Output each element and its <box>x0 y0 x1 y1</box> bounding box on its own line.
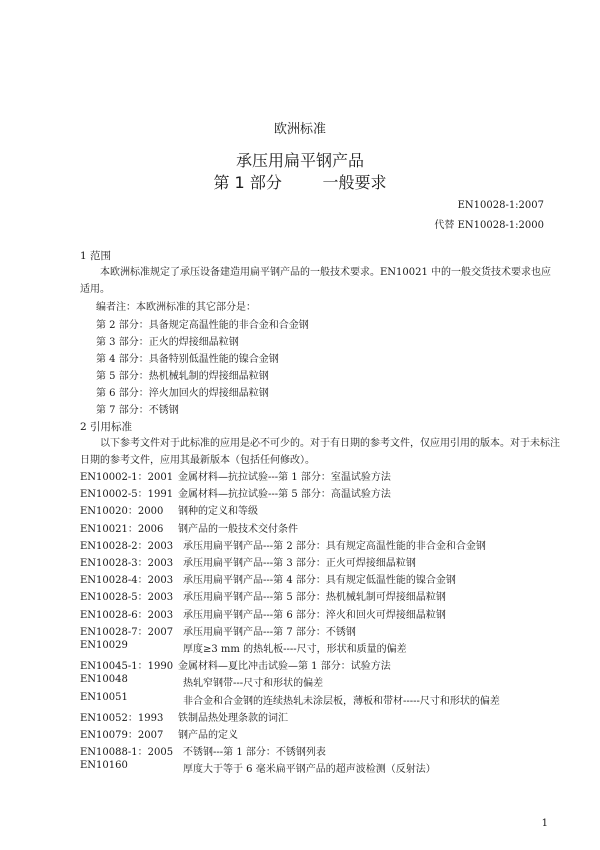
reference-code: EN10028-7：2007 <box>80 626 174 638</box>
reference-row <box>80 709 560 725</box>
reference-title: 钢产品的定义 <box>178 730 238 741</box>
reference-row <box>80 726 560 742</box>
reference-title: 承压用扁平钢产品---第 5 部分：热机械轧制可焊接细晶粒钢 <box>183 592 446 604</box>
standard-code: EN10028-1:2007 <box>457 200 544 211</box>
reference-row <box>80 657 560 673</box>
reference-row <box>80 537 560 553</box>
supersedes-code: 代替 EN10028-1:2000 <box>434 220 544 231</box>
reference-row <box>80 606 560 622</box>
reference-code: EN10048 <box>80 674 128 686</box>
reference-row <box>80 640 560 656</box>
reference-code: EN10028-6：2003 <box>80 609 174 621</box>
reference-code: EN10160 <box>80 760 128 772</box>
reference-code: EN10028-2：2003 <box>80 540 174 552</box>
section-2-paragraph: 以下参考文件对于此标准的应用是必不可少的。对于有日期的参考文件，仅应用引用的版本。对于未标注日期的参考文件，应用其最新版本（包括任何修改）。 <box>80 438 560 466</box>
reference-title: 不锈钢---第 1 部分：不锈钢列表 <box>183 747 326 759</box>
reference-code: EN10028-3：2003 <box>80 558 174 569</box>
part-item: 第 2 部分：具备规定高温性能的非合金和合金钢 <box>96 320 309 331</box>
reference-row <box>80 554 560 570</box>
reference-row <box>80 623 560 639</box>
reference-row <box>80 674 560 690</box>
part-item: 第 7 部分：不锈钢 <box>96 405 179 416</box>
reference-title: 承压用扁平钢产品---第 7 部分：不锈钢 <box>183 626 356 638</box>
reference-code: EN10088-1：2005 <box>80 747 174 759</box>
reference-row <box>80 468 560 484</box>
reference-title: 承压用扁平钢产品---第 2 部分：具有规定高温性能的非合金和合金钢 <box>183 540 486 552</box>
reference-code: EN10028-5：2003 <box>80 592 174 604</box>
reference-title: 钢产品的一般技术交付条件 <box>178 523 298 535</box>
part-item: 第 4 部分：具备特别低温性能的镍合金钢 <box>96 354 279 365</box>
reference-title: 金属材料—夏比冲击试验—第 1 部分：试验方法 <box>178 661 391 673</box>
reference-title: 承压用扁平钢产品---第 6 部分：淬火和回火可焊接细晶粒钢 <box>183 609 446 621</box>
document-title <box>0 150 600 194</box>
reference-row <box>80 520 560 536</box>
page-number: 1 <box>541 818 548 829</box>
reference-code: EN10002-5：1991 <box>80 489 174 501</box>
section-1-note: 编者注：本欧洲标准的其它部分是： <box>96 302 256 313</box>
reference-row <box>80 760 560 776</box>
title-line-1: 承压用扁平钢产品 <box>235 151 364 170</box>
part-item: 第 5 部分：热机械轧制的焊接细晶粒钢 <box>96 371 269 382</box>
reference-title: 金属材料—抗拉试验---第 1 部分：室温试验方法 <box>178 472 391 483</box>
reference-row <box>80 692 560 708</box>
part-item: 第 6 部分：淬火加回火的焊接细晶粒钢 <box>96 388 269 399</box>
section-1-paragraph: 本欧洲标准规定了承压设备建造用扁平钢产品的一般技术要求。EN10021 中的一般交货技术要求也应适用。 <box>80 267 552 295</box>
reference-row <box>80 743 560 759</box>
reference-title: 厚度≥3 mm 的热轧板----尺寸，形状和质量的偏差 <box>183 644 407 655</box>
reference-row <box>80 571 560 587</box>
reference-code: EN10051 <box>80 691 128 703</box>
reference-code: EN10021：2006 <box>80 523 164 535</box>
reference-title: 承压用扁平钢产品---第 3 部分：正火可焊接细晶粒钢 <box>183 558 416 569</box>
reference-title: 钢种的定义和等级 <box>178 506 258 518</box>
reference-code: EN10029 <box>80 640 128 651</box>
section-2-heading: 2 引用标准 <box>80 421 133 433</box>
reference-code: EN10002-1：2001 <box>80 472 174 483</box>
reference-code: EN10045-1：1990 <box>80 661 174 673</box>
reference-title: 厚度大于等于 6 毫米扁平钢产品的超声波检测（反射法） <box>183 764 436 776</box>
reference-title: 铁制品热处理条款的词汇 <box>178 712 288 724</box>
reference-code: EN10020：2000 <box>80 506 164 518</box>
reference-title: 承压用扁平钢产品---第 4 部分：具有规定低温性能的镍合金钢 <box>183 575 456 587</box>
reference-title: 金属材料—抗拉试验---第 5 部分：高温试验方法 <box>178 489 391 501</box>
title-line-2: 第 1 部分 一般要求 <box>213 173 387 192</box>
reference-row <box>80 485 560 501</box>
part-item: 第 3 部分：正火的焊接细晶粒钢 <box>96 337 239 348</box>
reference-row <box>80 588 560 604</box>
standard-type: 欧洲标准 <box>273 122 326 137</box>
reference-code: EN10052：1993 <box>80 712 164 724</box>
reference-code: EN10079：2007 <box>80 730 164 741</box>
section-1-heading: 1 范围 <box>80 250 112 262</box>
reference-title: 非合金和合金钢的连续热轧未涂层板，薄板和带材-----尺寸和形状的偏差 <box>183 695 500 707</box>
reference-code: EN10028-4：2003 <box>80 575 174 587</box>
reference-title: 热轧窄钢带---尺寸和形状的偏差 <box>183 678 324 690</box>
reference-row <box>80 502 560 518</box>
